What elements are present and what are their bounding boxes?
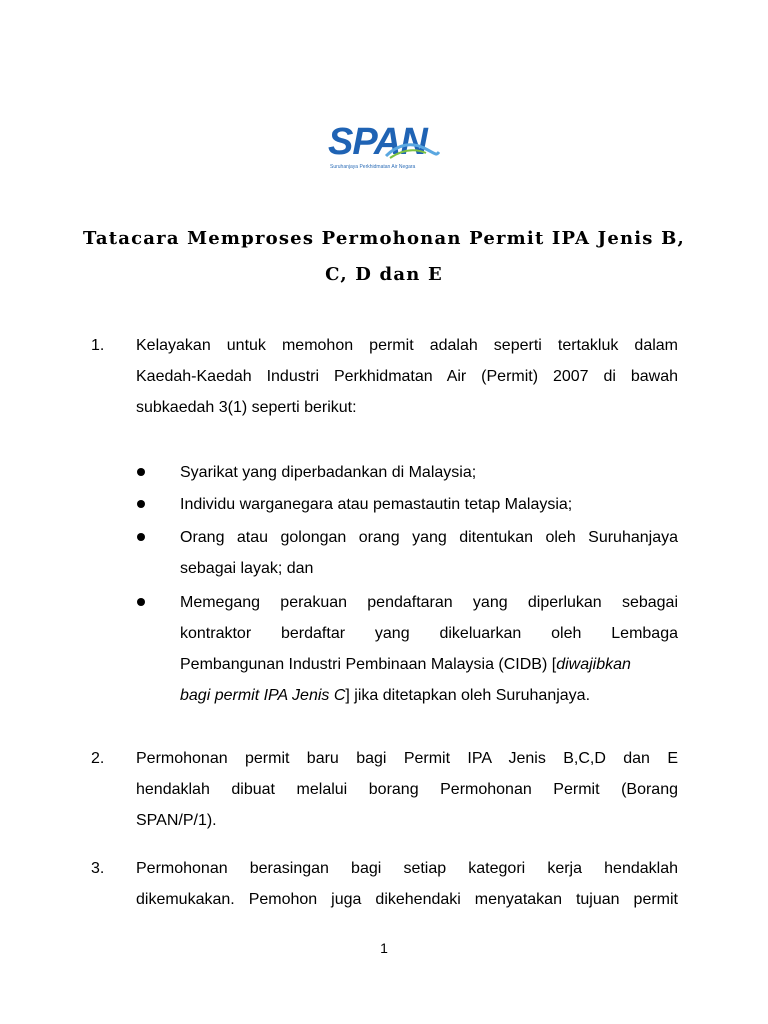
section-1-number: 1. bbox=[91, 337, 105, 354]
section-2-paragraph bbox=[136, 743, 678, 836]
bullet-item-4-line-3-italic: diwajibkan bbox=[556, 656, 631, 673]
bullet-item-3-line-2: sebagai layak; dan bbox=[180, 560, 314, 577]
page-number: 1 bbox=[380, 940, 388, 956]
logo-subtitle: Suruhanjaya Perkhidmatan Air Negara bbox=[330, 164, 416, 170]
logo-wordmark: SPAN bbox=[328, 121, 427, 163]
bullet-item-4-line-1: Memegang perakuan pendaftaran yang diperlukan sebagai bbox=[180, 594, 678, 611]
section-1-line: Kaedah-Kaedah Industri Perkhidmatan Air (Permit) 2007 di bawah bbox=[136, 368, 678, 385]
section-2-line: hendaklah dibuat melalui borang Permohonan Permit (Borang bbox=[136, 781, 678, 798]
section-3-line: dikemukakan. Pemohon juga dikehendaki menyatakan tujuan permit bbox=[136, 891, 678, 908]
section-1-line: subkaedah 3(1) seperti berikut: bbox=[136, 399, 357, 416]
bullet-item-3-line-1: Orang atau golongan orang yang ditentukan oleh Suruhanjaya bbox=[180, 529, 678, 546]
section-3-paragraph bbox=[136, 853, 678, 915]
section-1-paragraph bbox=[136, 330, 678, 423]
bullet-dot bbox=[137, 533, 145, 541]
document-title-line-2: C, D dan E bbox=[325, 264, 443, 285]
section-2-number: 2. bbox=[91, 750, 105, 767]
section-3-number: 3. bbox=[91, 860, 105, 877]
document-title-line-1: Tatacara Memproses Permohonan Permit IPA Jenis B, bbox=[83, 228, 685, 249]
bullet-item-2: Individu warganegara atau pemastautin tetap Malaysia; bbox=[180, 496, 573, 513]
bullet-item-4-line-4 bbox=[180, 680, 678, 711]
section-2-line: SPAN/P/1). bbox=[136, 812, 217, 829]
section-1-line: Kelayakan untuk memohon permit adalah seperti tertakluk dalam bbox=[136, 337, 678, 354]
section-2-line: Permohonan permit baru bagi Permit IPA Jenis B,C,D dan E bbox=[136, 750, 678, 767]
bullet-item-1: Syarikat yang diperbadankan di Malaysia; bbox=[180, 464, 477, 481]
bullet-dot bbox=[137, 468, 145, 476]
bullet-item-4-line-3-text: Pembangunan Industri Pembinaan Malaysia (CIDB) [ bbox=[180, 656, 557, 673]
bullet-dot bbox=[137, 598, 145, 606]
bullet-item-4-line-3 bbox=[180, 649, 678, 680]
bullet-item-4-line-4-text: ] jika ditetapkan oleh Suruhanjaya. bbox=[345, 687, 591, 704]
bullet-item-4-line-2: kontraktor berdaftar yang dikeluarkan oleh Lembaga bbox=[180, 625, 678, 642]
bullet-item-4-line-4-italic: bagi permit IPA Jenis C bbox=[180, 687, 346, 704]
logo-wave-graphic bbox=[384, 138, 440, 160]
bullet-dot bbox=[137, 500, 145, 508]
span-logo bbox=[328, 112, 440, 176]
section-3-line: Permohonan berasingan bagi setiap kategori kerja hendaklah bbox=[136, 860, 678, 877]
